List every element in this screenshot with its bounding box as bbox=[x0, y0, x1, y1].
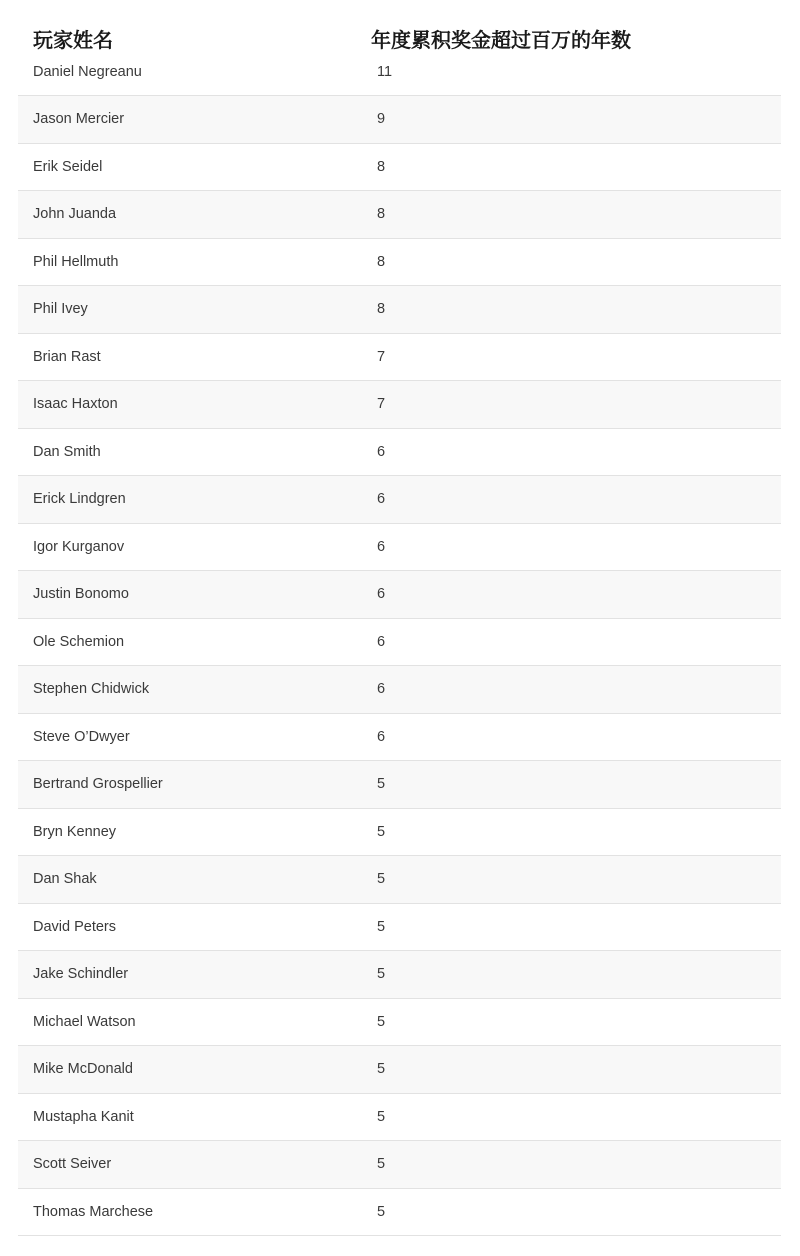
player-name-cell: Steve O’Dwyer bbox=[33, 728, 130, 745]
table-row bbox=[18, 429, 781, 477]
million-years-cell: 5 bbox=[377, 1156, 386, 1173]
million-years-cell: 11 bbox=[377, 63, 393, 80]
player-name-cell: Justin Bonomo bbox=[33, 586, 129, 603]
table-row bbox=[18, 999, 781, 1047]
million-years-cell: 8 bbox=[377, 253, 386, 270]
table-row bbox=[18, 856, 781, 904]
table-body bbox=[18, 48, 781, 1236]
player-name-cell: Michael Watson bbox=[33, 1013, 136, 1030]
player-name-cell: Erick Lindgren bbox=[33, 491, 126, 508]
million-years-cell: 8 bbox=[377, 301, 386, 318]
player-name-cell: Isaac Haxton bbox=[33, 396, 118, 413]
player-name-cell: Mike McDonald bbox=[33, 1061, 133, 1078]
player-name-cell: Bryn Kenney bbox=[33, 823, 117, 840]
player-name-cell: John Juanda bbox=[33, 206, 117, 223]
player-name-cell: Bertrand Grospellier bbox=[33, 776, 163, 793]
player-name-cell: Dan Smith bbox=[33, 443, 101, 460]
player-name-cell: Phil Hellmuth bbox=[33, 253, 119, 270]
million-years-cell: 5 bbox=[377, 1108, 386, 1125]
million-years-cell: 6 bbox=[377, 443, 386, 460]
table-row bbox=[18, 524, 781, 572]
players-table bbox=[18, 0, 781, 1236]
player-name-cell: Thomas Marchese bbox=[33, 1203, 154, 1220]
table-row bbox=[18, 761, 781, 809]
table-row bbox=[18, 48, 781, 96]
table-row bbox=[18, 951, 781, 999]
million-years-cell: 5 bbox=[377, 1203, 386, 1220]
header-player-name: 玩家姓名 bbox=[33, 28, 113, 52]
million-years-cell: 5 bbox=[377, 1013, 386, 1030]
million-years-cell: 9 bbox=[377, 111, 386, 128]
player-name-cell: Ole Schemion bbox=[33, 633, 125, 650]
million-years-cell: 5 bbox=[377, 871, 386, 888]
table-row bbox=[18, 96, 781, 144]
million-years-cell: 5 bbox=[377, 1061, 386, 1078]
table-row bbox=[18, 191, 781, 239]
million-years-cell: 7 bbox=[377, 348, 386, 365]
player-name-cell: Daniel Negreanu bbox=[33, 63, 142, 80]
table-row bbox=[18, 1189, 781, 1237]
million-years-cell: 6 bbox=[377, 586, 386, 603]
player-name-cell: Scott Seiver bbox=[33, 1156, 112, 1173]
table-row bbox=[18, 809, 781, 857]
header-million-years: 年度累积奖金超过百万的年数 bbox=[371, 28, 631, 52]
million-years-cell: 5 bbox=[377, 966, 386, 983]
million-years-cell: 5 bbox=[377, 776, 386, 793]
million-years-cell: 6 bbox=[377, 681, 386, 698]
player-name-cell: Phil Ivey bbox=[33, 301, 88, 318]
table-row bbox=[18, 1046, 781, 1094]
million-years-cell: 8 bbox=[377, 206, 386, 223]
player-name-cell: Dan Shak bbox=[33, 871, 97, 888]
player-name-cell: Igor Kurganov bbox=[33, 538, 125, 555]
table-row bbox=[18, 904, 781, 952]
player-name-cell: Jake Schindler bbox=[33, 966, 129, 983]
table-row bbox=[18, 619, 781, 667]
player-name-cell: Jason Mercier bbox=[33, 111, 125, 128]
table-row bbox=[18, 286, 781, 334]
million-years-cell: 7 bbox=[377, 396, 386, 413]
table-row bbox=[18, 144, 781, 192]
table-row bbox=[18, 1094, 781, 1142]
player-name-cell: Mustapha Kanit bbox=[33, 1108, 134, 1125]
table-row bbox=[18, 334, 781, 382]
player-name-cell: Stephen Chidwick bbox=[33, 681, 150, 698]
million-years-cell: 6 bbox=[377, 633, 386, 650]
table-row bbox=[18, 1141, 781, 1189]
million-years-cell: 6 bbox=[377, 491, 386, 508]
table-row bbox=[18, 714, 781, 762]
player-name-cell: David Peters bbox=[33, 918, 117, 935]
million-years-cell: 6 bbox=[377, 538, 386, 555]
million-years-cell: 8 bbox=[377, 158, 386, 175]
player-name-cell: Erik Seidel bbox=[33, 158, 103, 175]
million-years-cell: 5 bbox=[377, 918, 386, 935]
table-row bbox=[18, 476, 781, 524]
million-years-cell: 5 bbox=[377, 823, 386, 840]
million-years-cell: 6 bbox=[377, 728, 386, 745]
table-row bbox=[18, 239, 781, 287]
player-name-cell: Brian Rast bbox=[33, 348, 101, 365]
table-row bbox=[18, 571, 781, 619]
table-row bbox=[18, 666, 781, 714]
table-row bbox=[18, 381, 781, 429]
